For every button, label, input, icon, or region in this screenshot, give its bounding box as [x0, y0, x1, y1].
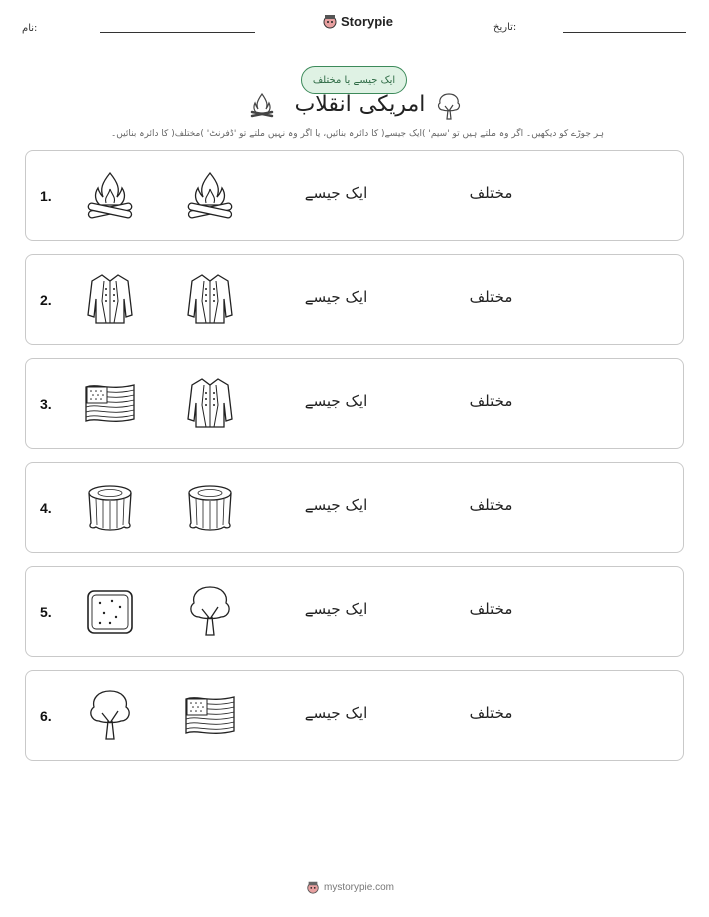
different-option[interactable]: مختلف	[469, 184, 513, 202]
campfire-icon	[82, 167, 138, 223]
name-label: نام:	[22, 23, 38, 34]
name-line[interactable]	[100, 32, 255, 33]
question-number: 1.	[40, 188, 52, 204]
us-flag-icon	[182, 687, 238, 743]
colonial-coat-icon	[182, 375, 238, 431]
question-number: 3.	[40, 396, 52, 412]
campfire-icon	[247, 91, 277, 121]
same-option[interactable]: ایک جیسے	[304, 288, 368, 306]
question-number: 2.	[40, 292, 52, 308]
instructions: ہر جوڑے کو دیکھیں۔ اگر وہ ملتے ہیں تو 'سیم' )ایک جیسے( کا دائرہ بنائیں، یا اگر وہ نہیں ملتے تو 'ڈفرنٹ' )مختلف( کا دائرہ بنائیں۔	[111, 129, 604, 139]
worksheet-title: امریکی انقلاب	[294, 92, 426, 117]
campfire-icon	[182, 167, 238, 223]
tree-icon	[434, 91, 464, 121]
us-flag-icon	[82, 375, 138, 431]
footer-website[interactable]: mystorypie.com	[324, 881, 395, 893]
footer	[306, 880, 394, 894]
tree-icon	[182, 583, 238, 639]
worksheet-type-badge: ایک جیسے یا مختلف	[301, 66, 407, 94]
different-option[interactable]: مختلف	[469, 704, 513, 722]
same-option[interactable]: ایک جیسے	[304, 496, 368, 514]
colonial-coat-icon	[82, 271, 138, 327]
different-option[interactable]: مختلف	[469, 392, 513, 410]
same-option[interactable]: ایک جیسے	[304, 392, 368, 410]
brand-logo	[322, 13, 393, 29]
same-option[interactable]: ایک جیسے	[304, 704, 368, 722]
question-row-3	[25, 358, 684, 449]
question-row-5	[25, 566, 684, 657]
storypie-mascot-icon	[322, 13, 338, 29]
question-row-2	[25, 254, 684, 345]
question-number: 6.	[40, 708, 52, 724]
different-option[interactable]: مختلف	[469, 600, 513, 618]
tree-icon	[82, 687, 138, 743]
question-row-6	[25, 670, 684, 761]
storypie-mascot-icon	[306, 880, 320, 894]
brand-name: Storypie	[341, 13, 394, 29]
date-label: تاریخ:	[493, 22, 517, 33]
date-line[interactable]	[563, 32, 686, 33]
different-option[interactable]: مختلف	[469, 496, 513, 514]
same-option[interactable]: ایک جیسے	[304, 184, 368, 202]
different-option[interactable]: مختلف	[469, 288, 513, 306]
question-row-4	[25, 462, 684, 553]
cracker-icon	[82, 583, 138, 639]
question-row-1	[25, 150, 684, 241]
question-number: 4.	[40, 500, 52, 516]
tree-stump-icon	[82, 479, 138, 535]
question-number: 5.	[40, 604, 52, 620]
same-option[interactable]: ایک جیسے	[304, 600, 368, 618]
colonial-coat-icon	[182, 271, 238, 327]
tree-stump-icon	[182, 479, 238, 535]
